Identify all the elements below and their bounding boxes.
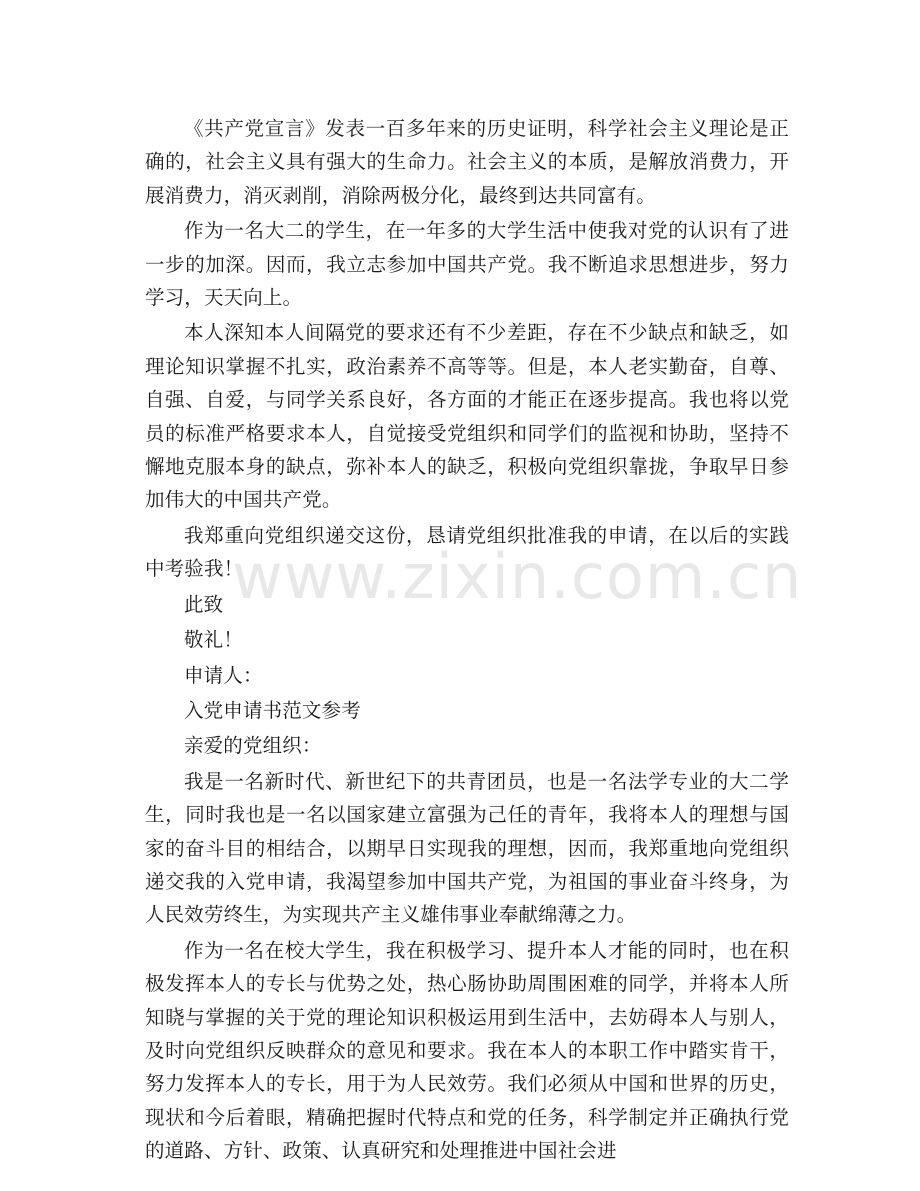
- salutation: 亲爱的党组织：: [184, 734, 322, 758]
- paragraph-student-role: 作为一名在校大学生，我在积极学习、提升本人才能的同时，也在积极发挥本人的专长与优势之处，热心肠协助周围困难的同学，并将本人所知晓与掌握的关于党的理论知识积极运用到生活中，去妨碍本人与别人，及时向党组织反映群众的意见和要求。我在本人的本职工作中踏实肯干，努力发挥本人的专长，用于为人民效劳。我们必须从中国和世界的历史，现状和今后着眼，精确把握时代特点和党的任务，科学制定并正确执行党的道路、方针、政策、认真研究和处理推进中国社会进: [145, 938, 789, 1163]
- closing-cizhi: 此致: [184, 592, 224, 616]
- document-body: [145, 112, 789, 1168]
- paragraph-manifesto: 《共产党宣言》发表一百多年来的历史证明，科学社会主义理论是正确的，社会主义具有强大的生命力。社会主义的本质，是解放消费力，开展消费力，消灭剥削，消除两极分化，最终到达共同富有。: [145, 117, 789, 207]
- section-title: 入党申请书范文参考: [184, 698, 361, 722]
- paragraph-shortcomings: 本人深知本人间隔党的要求还有不少差距，存在不少缺点和缺乏，如理论知识掌握不扎实，政治素养不高等等。但是，本人老实勤奋，自尊、自强、自爱，与同学关系良好，各方面的才能正在逐步提高。我也将以党员的标准严格要求本人，自觉接受党组织和同学们的监视和协助，坚持不懈地克服本身的缺点，弥补本人的缺乏，积极向党组织靠拢，争取早日参加伟大的中国共产党。: [145, 321, 789, 512]
- paragraph-sophomore: 作为一名大二的学生，在一年多的大学生活中使我对党的认识有了进一步的加深。因而，我立志参加中国共产党。我不断追求思想进步，努力学习，天天向上。: [145, 219, 789, 310]
- closing-jingli: 敬礼！: [184, 628, 243, 652]
- applicant-label: 申请人：: [184, 663, 263, 687]
- watermark-text: www.zixin.com.cn: [232, 540, 803, 613]
- paragraph-submission: 我郑重向党组织递交这份，恳请党组织批准我的申请，在以后的实践中考验我！: [145, 523, 789, 581]
- paragraph-introduction: 我是一名新时代、新世纪下的共青团员，也是一名法学专业的大二学生，同时我也是一名以国家建立富强为己任的青年，我将本人的理想与国家的奋斗目的相结合，以期早日实现我的理想，因而，我郑重地向党组织递交我的入党申请，我渴望参加中国共产党，为祖国的事业奋斗终身，为人民效劳终生，为实现共产主义雄伟事业奉献绵薄之力。: [145, 769, 789, 927]
